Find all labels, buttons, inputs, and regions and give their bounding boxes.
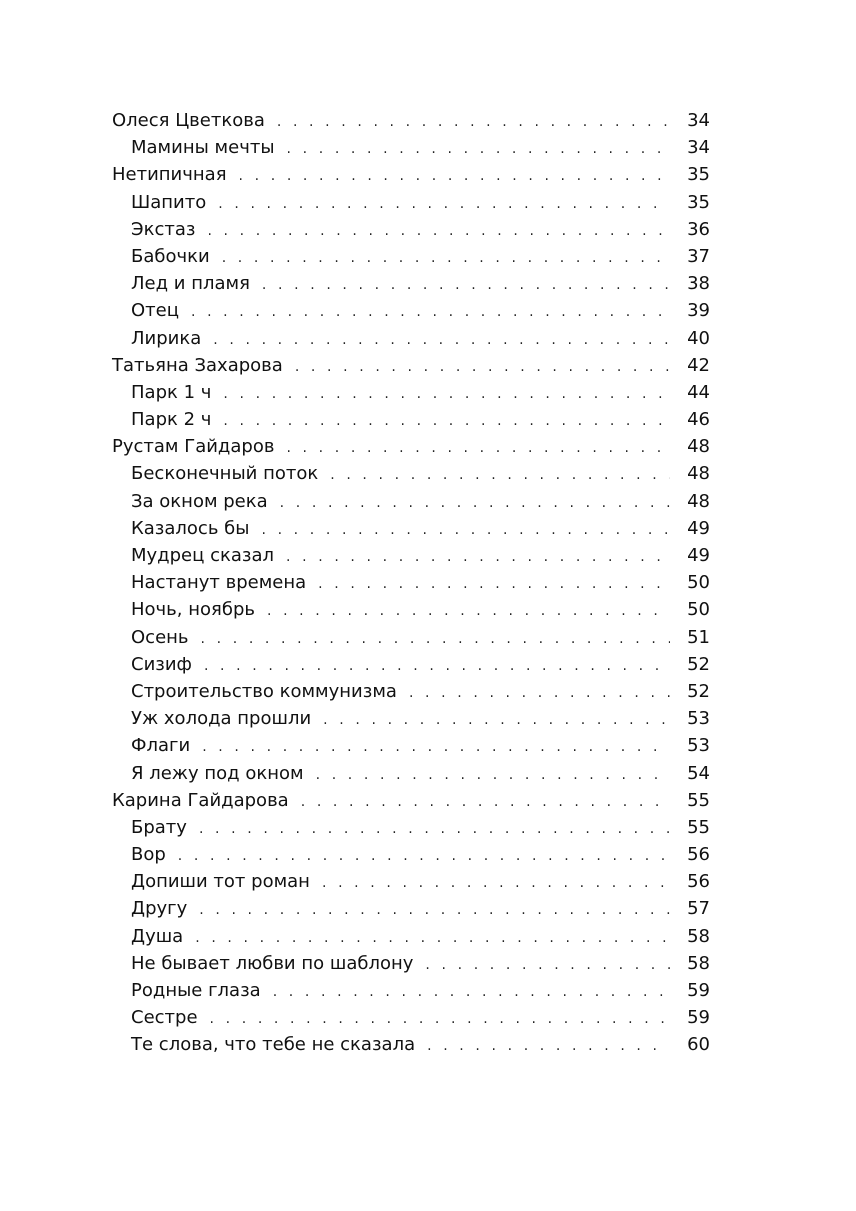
- dot-leader: [223, 381, 670, 408]
- toc-page-number: 38: [687, 273, 710, 295]
- dot-leader: [239, 163, 670, 190]
- toc-item-row: [112, 977, 710, 1004]
- toc-poem-title: Брату: [131, 816, 187, 838]
- toc-item-row: [112, 1031, 710, 1058]
- toc-page-number: 60: [687, 1034, 710, 1056]
- dot-leader: [277, 109, 670, 136]
- toc-page-number: 52: [687, 653, 710, 675]
- toc-item-row: [112, 705, 710, 732]
- dot-leader: [316, 762, 670, 789]
- dot-leader: [318, 571, 670, 598]
- toc-page-number: 34: [687, 110, 710, 131]
- toc-poem-title: Вор: [131, 844, 166, 866]
- table-of-contents: [112, 107, 710, 1059]
- toc-item-row: [112, 515, 710, 542]
- toc-poem-title: Бесконечный поток: [131, 463, 319, 485]
- dot-leader: [295, 354, 670, 381]
- dot-leader: [191, 299, 670, 326]
- toc-page-number: 54: [687, 762, 710, 784]
- dot-leader: [323, 707, 670, 734]
- dot-leader: [201, 626, 670, 653]
- dot-leader: [322, 870, 670, 897]
- toc-poem-title: Ночь, ноябрь: [131, 599, 255, 621]
- toc-item-row: [112, 732, 710, 759]
- toc-poem-title: Не бывает любви по шаблону: [131, 952, 414, 974]
- dot-leader: [195, 925, 670, 952]
- toc-page-number: 56: [687, 844, 710, 866]
- toc-page-number: 50: [687, 572, 710, 594]
- toc-poem-title: Лед и пламя: [131, 273, 250, 295]
- toc-section-row: [112, 787, 710, 814]
- toc-item-row: [112, 406, 710, 433]
- dot-leader: [204, 653, 670, 680]
- toc-item-row: [112, 596, 710, 623]
- toc-item-row: [112, 841, 710, 868]
- dot-leader: [222, 245, 670, 272]
- toc-section-row: [112, 161, 710, 188]
- toc-item-row: [112, 760, 710, 787]
- toc-poem-title: Уж холода прошли: [131, 708, 312, 730]
- toc-item-row: [112, 270, 710, 297]
- toc-page-number: 59: [687, 1007, 710, 1029]
- toc-item-row: [112, 325, 710, 352]
- toc-page-number: 40: [687, 327, 710, 349]
- toc-page-number: 39: [687, 300, 710, 322]
- toc-poem-title: Я лежу под окном: [131, 762, 304, 784]
- toc-poem-title: Парк 2 ч: [131, 409, 212, 431]
- toc-item-row: [112, 923, 710, 950]
- dot-leader: [425, 952, 670, 979]
- toc-poem-title: Казалось бы: [131, 517, 250, 539]
- toc-page-number: 37: [687, 245, 710, 267]
- toc-section-row: [112, 107, 710, 134]
- toc-page-number: 49: [687, 517, 710, 539]
- toc-item-row: [112, 542, 710, 569]
- dot-leader: [210, 1006, 670, 1033]
- toc-item-row: [112, 895, 710, 922]
- dot-leader: [207, 218, 670, 245]
- toc-page-number: 46: [687, 409, 710, 431]
- toc-item-row: [112, 569, 710, 596]
- toc-item-row: [112, 379, 710, 406]
- dot-leader: [202, 734, 670, 761]
- toc-page-number: 35: [687, 164, 710, 186]
- dot-leader: [427, 1033, 670, 1060]
- toc-poem-title: Те слова, что тебе не сказала: [131, 1034, 416, 1056]
- toc-poem-title: Сизиф: [131, 653, 192, 675]
- toc-item-row: [112, 950, 710, 977]
- toc-page-number: 35: [687, 191, 710, 213]
- toc-poem-title: Флаги: [131, 735, 191, 757]
- dot-leader: [330, 462, 670, 489]
- toc-page-number: 57: [687, 898, 710, 920]
- dot-leader: [286, 544, 670, 571]
- toc-page-number: 51: [687, 626, 710, 648]
- toc-page-number: 44: [687, 381, 710, 403]
- toc-page-number: 58: [687, 952, 710, 974]
- toc-author-title: Рустам Гайдаров: [112, 436, 275, 458]
- dot-leader: [213, 327, 670, 354]
- toc-poem-title: Парк 1 ч: [131, 381, 212, 403]
- toc-page-number: 49: [687, 545, 710, 566]
- toc-item-row: [112, 460, 710, 487]
- dot-leader: [218, 191, 670, 218]
- toc-item-row: [112, 651, 710, 678]
- toc-author-title: Карина Гайдарова: [112, 789, 289, 811]
- toc-section-row: [112, 352, 710, 379]
- toc-item-row: [112, 189, 710, 216]
- toc-author-title: Олеся Цветкова: [112, 110, 265, 131]
- toc-poem-title: Осень: [131, 626, 189, 648]
- toc-poem-title: Допиши тот роман: [131, 871, 310, 893]
- toc-poem-title: Настанут времена: [131, 572, 307, 594]
- toc-page-number: 55: [687, 789, 710, 811]
- toc-poem-title: Душа: [131, 925, 184, 947]
- dot-leader: [286, 435, 670, 462]
- toc-poem-title: Бабочки: [131, 245, 210, 267]
- dot-leader: [261, 517, 670, 544]
- toc-poem-title: За окном река: [131, 490, 268, 512]
- toc-item-row: [112, 488, 710, 515]
- dot-leader: [199, 816, 670, 843]
- toc-item-row: [112, 814, 710, 841]
- toc-page-number: 34: [687, 137, 710, 159]
- toc-poem-title: Мамины мечты: [131, 137, 275, 159]
- toc-page-number: 55: [687, 816, 710, 838]
- toc-page-number: 36: [687, 218, 710, 240]
- toc-item-row: [112, 243, 710, 270]
- toc-item-row: [112, 624, 710, 651]
- toc-page-number: 48: [687, 436, 710, 458]
- toc-item-row: [112, 1004, 710, 1031]
- toc-item-row: [112, 216, 710, 243]
- toc-item-row: [112, 134, 710, 161]
- dot-leader: [287, 136, 670, 163]
- toc-page-number: 58: [687, 925, 710, 947]
- dot-leader: [262, 272, 670, 299]
- dot-leader: [267, 598, 670, 625]
- toc-poem-title: Экстаз: [131, 218, 196, 240]
- toc-page-number: 53: [687, 708, 710, 730]
- toc-page-number: 42: [687, 354, 710, 376]
- toc-item-row: [112, 297, 710, 324]
- dot-leader: [178, 843, 670, 870]
- dot-leader: [280, 490, 670, 517]
- toc-author-title: Нетипичная: [112, 164, 227, 186]
- toc-page-number: 50: [687, 599, 710, 621]
- dot-leader: [273, 979, 670, 1006]
- dot-leader: [223, 408, 670, 435]
- toc-poem-title: Строительство коммунизма: [131, 680, 397, 702]
- toc-page-number: 52: [687, 680, 710, 702]
- toc-page-number: 56: [687, 871, 710, 893]
- toc-item-row: [112, 678, 710, 705]
- toc-poem-title: Сестре: [131, 1007, 198, 1029]
- toc-section-row: [112, 433, 710, 460]
- toc-poem-title: Лирика: [131, 327, 202, 349]
- toc-poem-title: Отец: [131, 300, 179, 322]
- dot-leader: [199, 897, 670, 924]
- toc-poem-title: Мудрец сказал: [131, 545, 275, 566]
- toc-page-number: 48: [687, 490, 710, 512]
- toc-page-number: 48: [687, 463, 710, 485]
- toc-item-row: [112, 868, 710, 895]
- dot-leader: [409, 680, 670, 707]
- toc-poem-title: Родные глаза: [131, 980, 261, 1001]
- toc-page-number: 59: [687, 980, 710, 1001]
- toc-poem-title: Другу: [131, 898, 188, 920]
- toc-author-title: Татьяна Захарова: [112, 354, 283, 376]
- dot-leader: [301, 789, 670, 816]
- toc-poem-title: Шапито: [131, 191, 207, 213]
- toc-page-number: 53: [687, 735, 710, 757]
